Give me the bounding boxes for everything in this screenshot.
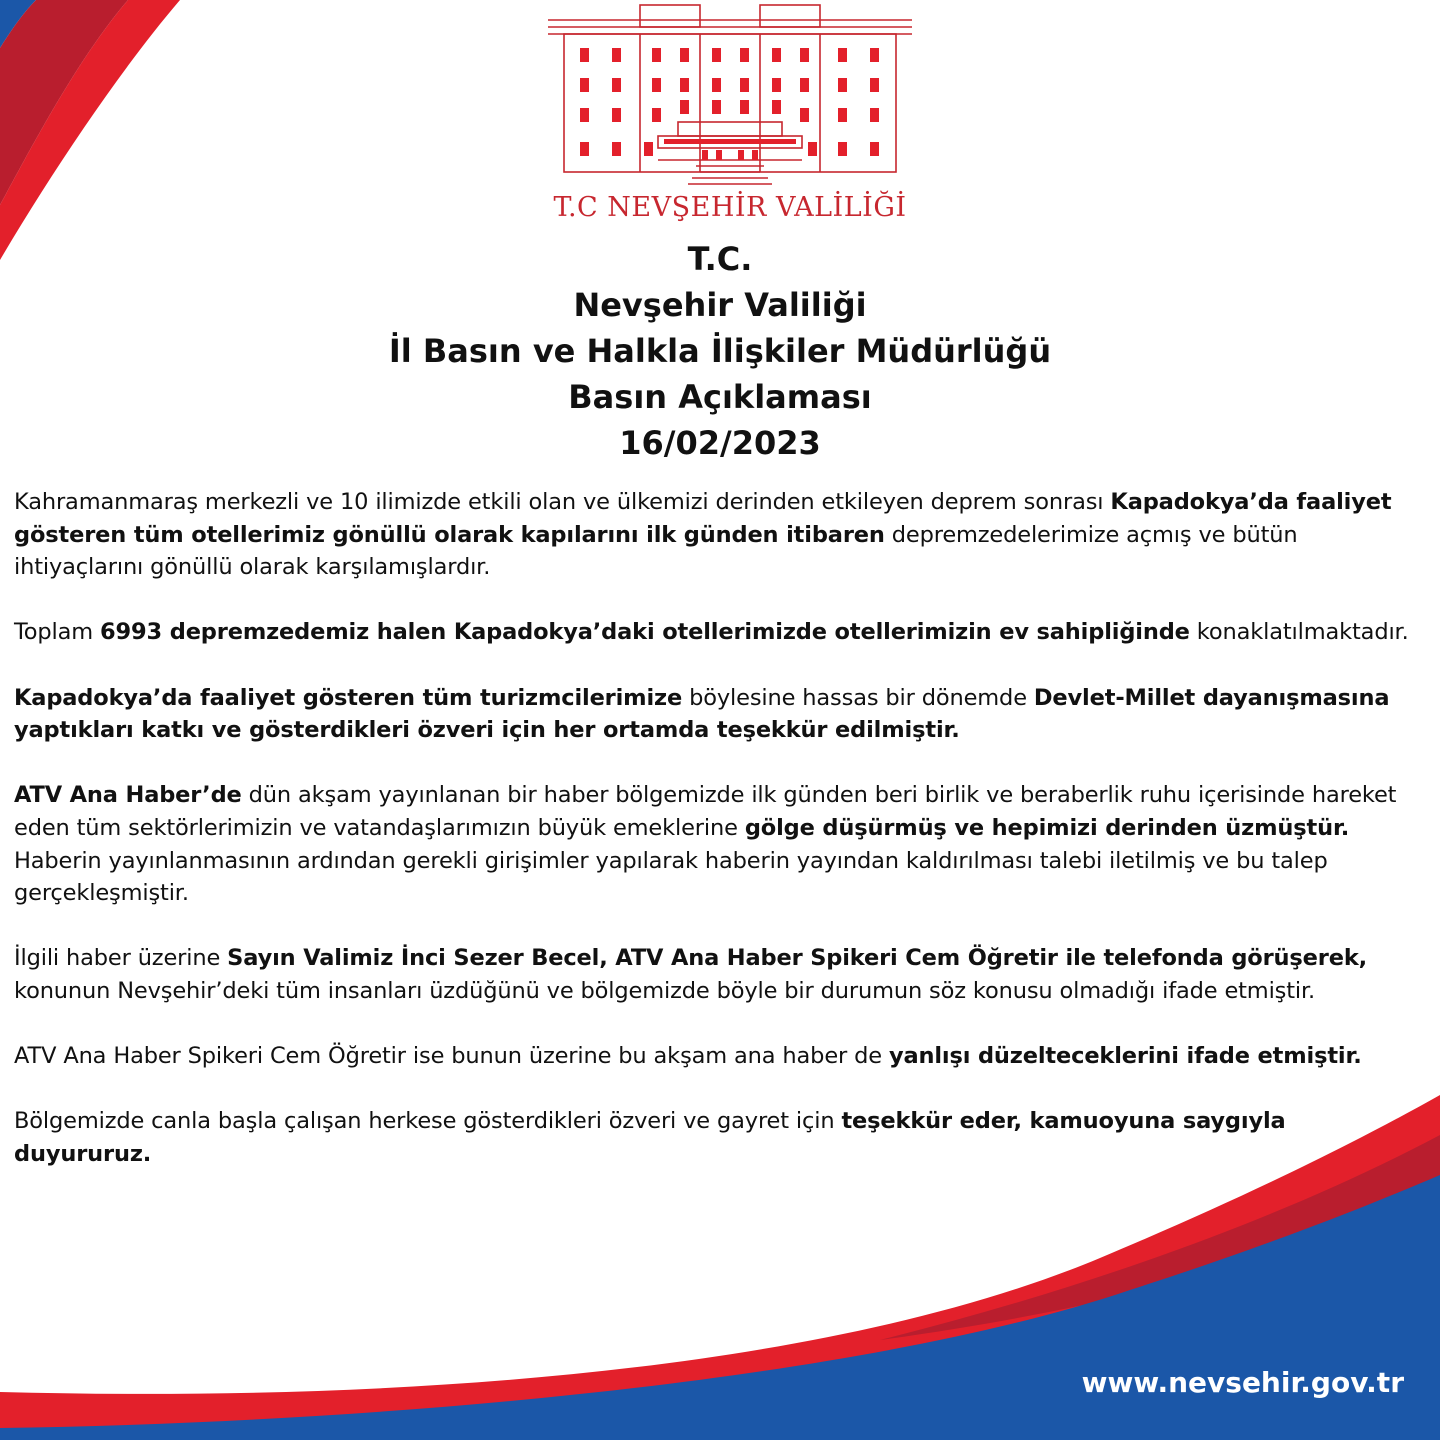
- paragraph-4-segment-2: dün akşam yayınlanan bir haber bölgemizde ilk günden beri birlik ve beraberlik ruhu içerisinde hareket eden tüm sektörlerimizin ve vatandaşlarımızın büyük emeklerine: [14, 782, 1397, 841]
- heading-governorship: Nevşehir Valiliği: [573, 286, 867, 324]
- paragraph-1-segment-1: Kahramanmaraş merkezli ve 10 ilimizde etkili olan ve ülkemizi derinden etkileyen deprem sonrası: [14, 489, 1111, 515]
- paragraph-5-segment-2: Sayın Valimiz İnci Sezer Becel, ATV Ana Haber Spikeri Cem Öğretir ile telefonda görüşerek,: [227, 945, 1368, 972]
- logo-caption: T.C NEVŞEHİR VALİLİĞİ: [553, 192, 907, 223]
- paragraph-5-segment-3: konunun Nevşehir’deki tüm insanları üzdüğünü ve bölgemizde böyle bir durumun söz konusu olmadığı ifade etmiştir.: [14, 977, 1316, 1004]
- paragraph-3: [14, 682, 1429, 747]
- valilik-logo: [540, 0, 920, 235]
- paragraph-3-segment-2: böylesine hassas bir dönemde: [682, 684, 1034, 711]
- heading-tc: T.C.: [687, 240, 753, 278]
- paragraph-4-segment-3: gölge düşürmüş ve hepimizi derinden üzmüştür.: [744, 814, 1350, 841]
- paragraph-5-segment-1: İlgili haber üzerine: [14, 945, 228, 972]
- paragraph-2-segment-2: 6993 depremzedemiz halen Kapadokya’daki otellerimizde otellerimizin ev sahipliğinde: [100, 619, 1190, 646]
- paragraph-7-segment-1: Bölgemizde canla başla çalışan herkese gösterdikleri özveri ve gayret için: [14, 1108, 842, 1135]
- paragraph-6-segment-2: yanlışı düzelteceklerini ifade etmiştir.: [888, 1043, 1362, 1070]
- heading-date: 16/02/2023: [619, 424, 821, 462]
- paragraph-1: [14, 486, 1429, 584]
- paragraph-3-segment-3: Devlet-Millet dayanışmasına yaptıkları katkı ve gösterdikleri özveri için her ortamda teşekkür edilmiştir.: [14, 684, 1390, 744]
- paragraph-1-segment-3: depremzedelerimize açmış ve bütün ihtiyaçlarını gönüllü olarak karşılamışlardır.: [14, 521, 1298, 581]
- paragraph-7: [14, 1105, 1429, 1170]
- paragraph-2-segment-1: Toplam: [14, 619, 101, 646]
- website-link[interactable]: www.nevsehir.gov.tr: [1081, 1366, 1404, 1399]
- heading-directorate: İl Basın ve Halkla İlişkiler Müdürlüğü: [388, 332, 1052, 370]
- paragraph-7-segment-2: teşekkür eder, kamuoyuna saygıyla duyururuz.: [14, 1108, 1286, 1167]
- press-release-body: [14, 486, 1429, 1203]
- paragraph-4: [14, 779, 1429, 909]
- paragraph-1-segment-2: Kapadokya’da faaliyet gösteren tüm otellerimiz gönüllü olarak kapılarını ilk günden itibaren: [14, 489, 1392, 548]
- paragraph-4-segment-1: ATV Ana Haber’de: [14, 782, 242, 809]
- heading-press-statement: Basın Açıklaması: [568, 378, 872, 416]
- government-building-icon: [540, 0, 920, 190]
- paragraph-6-segment-1: ATV Ana Haber Spikeri Cem Öğretir ise bunun üzerine bu akşam ana haber de: [14, 1043, 889, 1070]
- paragraph-2: [14, 616, 1429, 649]
- press-release-heading: [0, 236, 1440, 466]
- paragraph-6: [14, 1040, 1429, 1073]
- paragraph-5: [14, 942, 1429, 1007]
- paragraph-4-segment-4: Haberin yayınlanmasının ardından gerekli girişimler yapılarak haberin yayından kaldırılması talebi iletilmiş ve bu talep gerçekleşmiştir.: [14, 847, 1328, 907]
- paragraph-2-segment-3: konaklatılmaktadır.: [1189, 619, 1409, 646]
- paragraph-3-segment-1: Kapadokya’da faaliyet gösteren tüm turizmcilerimize: [14, 684, 683, 711]
